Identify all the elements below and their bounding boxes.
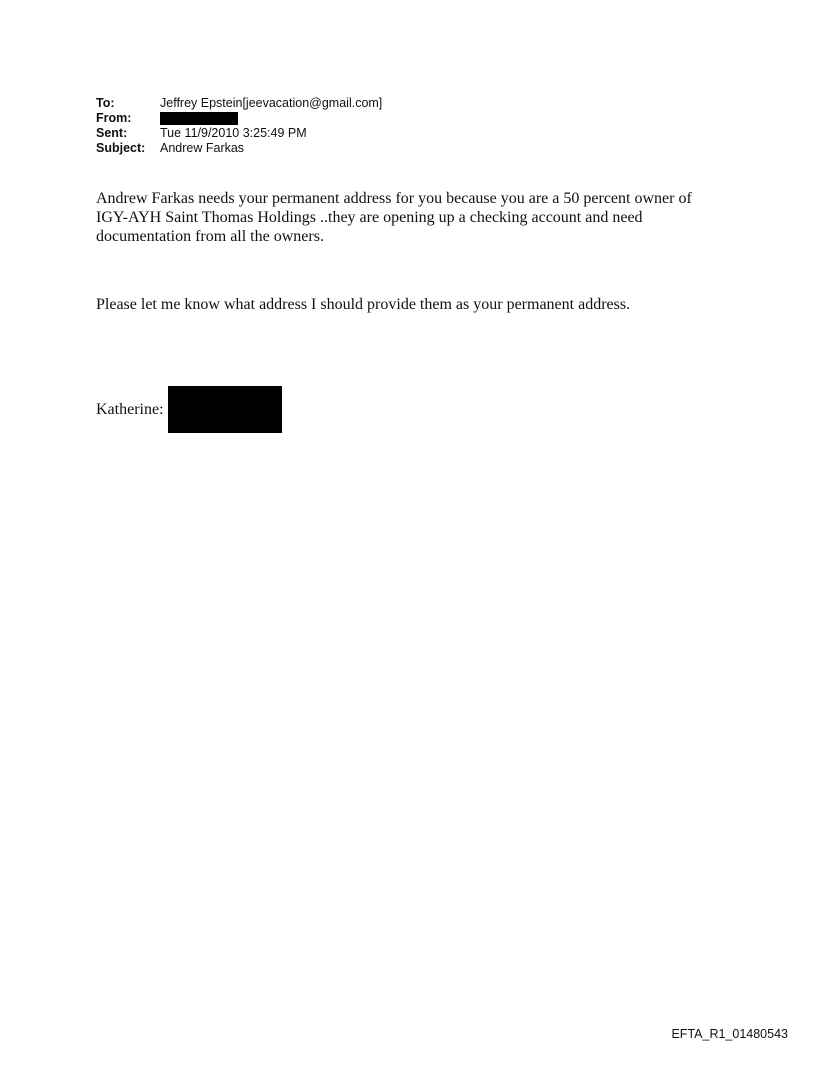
to-value: Jeffrey Epstein[jeevacation@gmail.com]	[160, 96, 383, 110]
body-paragraph-1: Andrew Farkas needs your permanent address for you because you are a 50 percent owner of IGY-AYH Saint Thomas Holdings ..they are opening up a checking account and need documentation from all the owners.	[96, 190, 692, 245]
sent-value: Tue 11/9/2010 3:25:49 PM	[160, 126, 307, 140]
sent-row	[96, 126, 382, 141]
subject-row	[96, 141, 382, 156]
subject-label: Subject:	[96, 141, 146, 155]
signature-redaction	[168, 386, 282, 433]
sent-label: Sent:	[96, 126, 128, 140]
signature	[96, 386, 282, 433]
email-header	[96, 96, 382, 156]
signature-name: Katherine:	[96, 400, 164, 418]
from-redaction	[160, 112, 238, 125]
document-id: EFTA_R1_01480543	[671, 1027, 788, 1041]
to-row	[96, 96, 382, 111]
to-label: To:	[96, 96, 115, 110]
from-row	[96, 111, 382, 126]
from-value	[160, 111, 238, 126]
body-paragraph-2: Please let me know what address I should provide them as your permanent address.	[96, 296, 631, 313]
subject-value: Andrew Farkas	[160, 141, 245, 155]
from-label: From:	[96, 111, 132, 125]
